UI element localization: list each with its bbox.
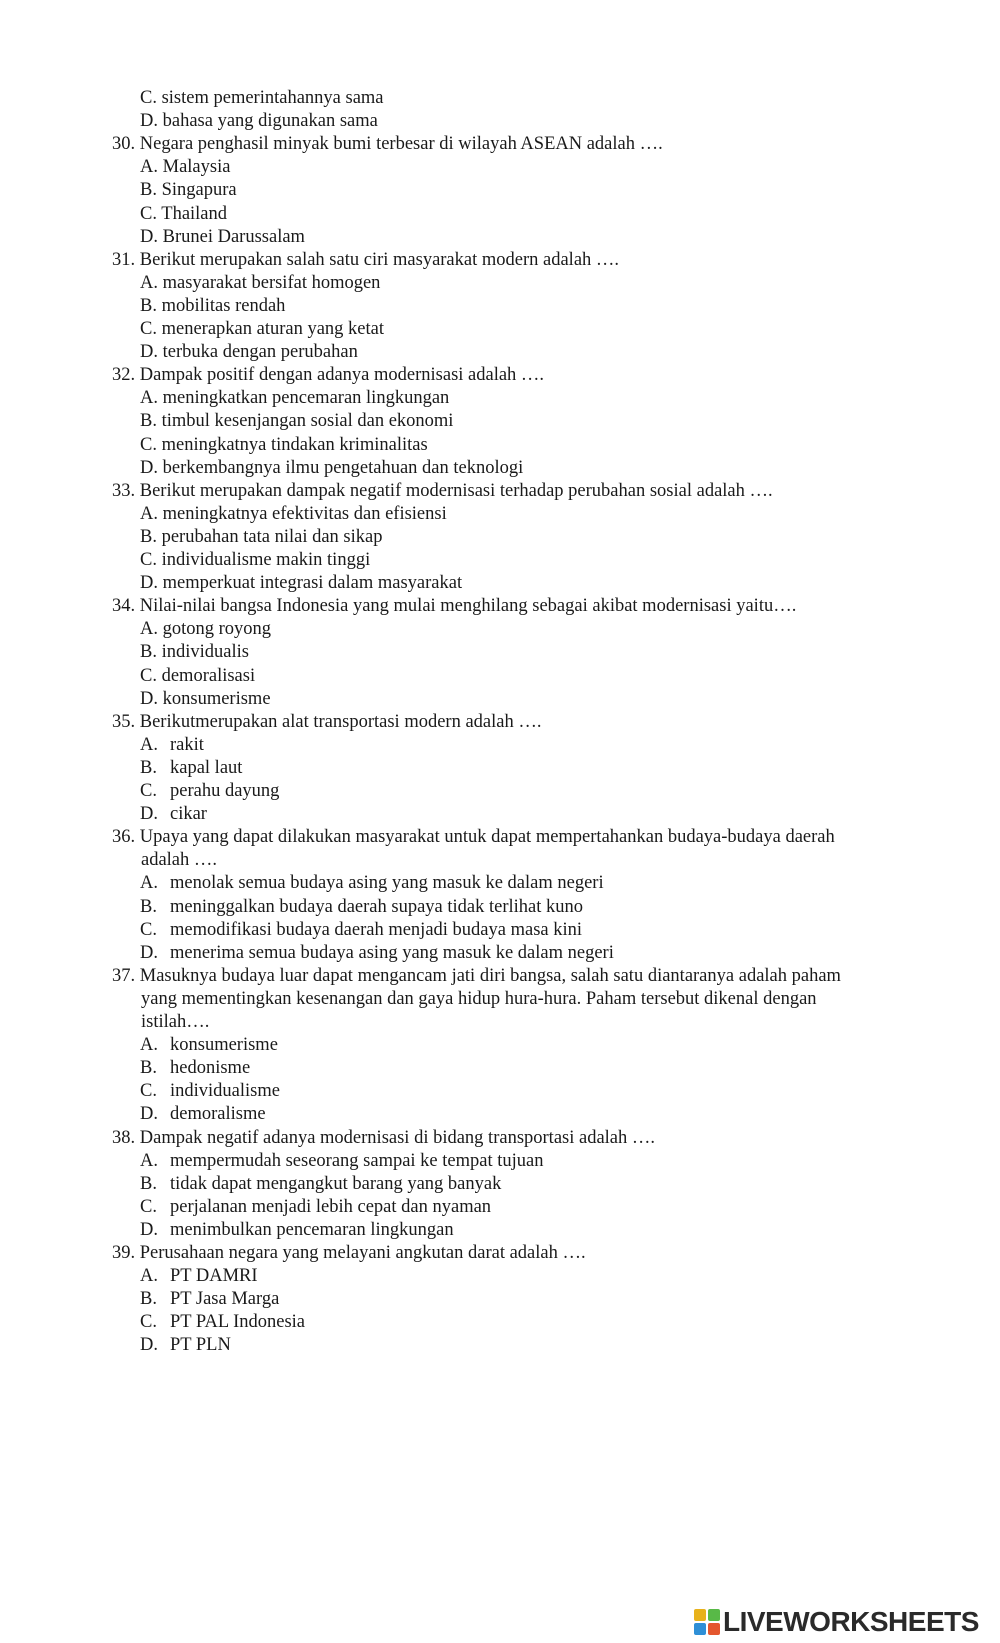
- question: [112, 965, 841, 987]
- question-text: Negara penghasil minyak bumi terbesar di wilayah ASEAN adalah ….: [139, 134, 663, 155]
- option-text: PT PLN: [170, 1335, 231, 1356]
- option-label: C.: [140, 1081, 157, 1102]
- option-label: A.: [140, 272, 158, 293]
- option-text: gotong royong: [162, 619, 272, 640]
- option-text: perubahan tata nilai dan sikap: [161, 526, 383, 547]
- option-label: B.: [140, 180, 157, 201]
- question-text: Dampak negatif adanya modernisasi di bidang transportasi adalah ….: [139, 1127, 656, 1148]
- option-text: menerapkan aturan yang ketat: [161, 319, 385, 339]
- question-text: Berikutmerupakan alat transportasi modern adalah ….: [139, 711, 542, 732]
- question-continuation: [141, 849, 217, 871]
- option-label: B.: [140, 526, 157, 547]
- option-label: B.: [140, 1289, 157, 1310]
- answer-option: [140, 1265, 258, 1287]
- option-label: B.: [140, 411, 157, 432]
- question: [112, 249, 619, 271]
- question-text: Berikut merupakan salah satu ciri masyarakat modern adalah ….: [139, 249, 620, 270]
- option-label: D.: [140, 1219, 158, 1240]
- option-label: C.: [140, 1196, 157, 1217]
- option-label: A.: [140, 619, 158, 640]
- question-number: 35.: [112, 711, 136, 732]
- answer-option: [140, 410, 453, 432]
- option-text: Singapura: [161, 180, 237, 201]
- option-label: A.: [140, 1150, 158, 1171]
- question-text: Masuknya budaya luar dapat mengancam jati diri bangsa, salah satu diantaranya adalah paham: [139, 965, 841, 986]
- option-text: timbul kesenjangan sosial dan ekonomi: [161, 411, 454, 432]
- option-text: demoralisme: [170, 1104, 266, 1125]
- option-label: B.: [140, 757, 157, 778]
- answer-option: [140, 1057, 250, 1079]
- option-label: D.: [140, 942, 158, 963]
- answer-option: [140, 1311, 305, 1333]
- option-text: PT Jasa Marga: [170, 1289, 280, 1310]
- option-text: demoralisasi: [161, 665, 256, 686]
- question-number: 39.: [112, 1243, 136, 1263]
- answer-option: [140, 341, 358, 363]
- option-text: cikar: [170, 804, 207, 825]
- question-text: Upaya yang dapat dilakukan masyarakat untuk dapat mempertahankan budaya-budaya daerah: [139, 827, 835, 848]
- option-text: menimbulkan pencemaran lingkungan: [170, 1219, 454, 1240]
- option-label: C.: [140, 550, 157, 570]
- option-label: B.: [140, 1173, 157, 1194]
- question-number: 30.: [112, 134, 136, 155]
- logo-square: [708, 1623, 720, 1635]
- answer-option: [140, 872, 604, 894]
- option-text: memodifikasi budaya daerah menjadi budaya masa kini: [170, 919, 583, 940]
- option-text: tidak dapat mengangkut barang yang banyak: [170, 1173, 502, 1194]
- answer-option: [140, 803, 207, 825]
- question: [112, 133, 663, 155]
- question: [112, 480, 773, 502]
- question-text: Dampak positif dengan adanya modernisasi adalah ….: [139, 365, 545, 386]
- option-text: konsumerisme: [162, 688, 271, 709]
- answer-option: [140, 1288, 279, 1310]
- option-text: Thailand: [161, 203, 228, 224]
- answer-option: [140, 896, 583, 918]
- option-label: A.: [140, 388, 158, 409]
- option-text: perjalanan menjadi lebih cepat dan nyaman: [170, 1196, 492, 1217]
- option-label: C.: [140, 203, 157, 224]
- answer-option: [140, 1103, 266, 1125]
- option-label: A.: [140, 157, 158, 178]
- option-label: B.: [140, 295, 157, 316]
- option-text: PT PAL Indonesia: [170, 1312, 305, 1333]
- answer-option: [140, 688, 271, 710]
- answer-option: [140, 156, 230, 178]
- answer-option: [140, 780, 279, 802]
- question-number: 32.: [112, 365, 136, 386]
- option-text: meningkatnya tindakan kriminalitas: [161, 434, 428, 455]
- answer-option: [140, 318, 384, 340]
- question-continuation: [141, 1011, 209, 1033]
- option-label: D.: [140, 342, 158, 363]
- answer-option: [140, 226, 305, 248]
- answer-option: [140, 1219, 454, 1241]
- option-text: meningkatkan pencemaran lingkungan: [162, 388, 450, 409]
- option-text: berkembangnya ilmu pengetahuan dan teknologi: [162, 457, 524, 478]
- option-text: kapal laut: [170, 757, 243, 778]
- question-number: 31.: [112, 249, 136, 270]
- answer-option: [140, 641, 249, 663]
- answer-option: [140, 1034, 278, 1056]
- option-text: meninggalkan budaya daerah supaya tidak terlihat kuno: [170, 896, 584, 917]
- option-text: perahu dayung: [170, 781, 280, 801]
- option-text: individualisme makin tinggi: [161, 550, 371, 570]
- answer-option: [140, 203, 227, 225]
- option-text: Brunei Darussalam: [162, 226, 305, 247]
- answer-option: [140, 618, 271, 640]
- answer-option: [140, 1196, 491, 1218]
- option-label: D.: [140, 226, 158, 247]
- option-text: PT DAMRI: [170, 1266, 258, 1287]
- option-text: konsumerisme: [170, 1035, 278, 1056]
- question: [112, 1127, 655, 1149]
- option-label: C.: [140, 88, 157, 108]
- option-label: C.: [140, 1312, 157, 1333]
- answer-option: [140, 179, 237, 201]
- logo-square: [708, 1609, 720, 1621]
- option-text: sistem pemerintahannya sama: [161, 88, 384, 108]
- option-label: B.: [140, 896, 157, 917]
- answer-option: [140, 549, 370, 571]
- answer-option: [140, 1150, 543, 1172]
- option-label: A.: [140, 734, 158, 755]
- answer-option: [140, 526, 382, 548]
- answer-option: [140, 919, 582, 941]
- question-number: 33.: [112, 480, 136, 501]
- answer-option: [140, 295, 285, 317]
- liveworksheets-logo-text: LIVEWORKSHEETS: [723, 1606, 979, 1637]
- option-text: memperkuat integrasi dalam masyarakat: [162, 573, 463, 594]
- answer-option: [140, 1173, 501, 1195]
- option-text: Malaysia: [162, 157, 231, 178]
- question: [112, 826, 835, 848]
- question-text: istilah….: [141, 1012, 210, 1032]
- liveworksheets-logo-icon: [694, 1609, 720, 1635]
- option-label: A.: [140, 1266, 158, 1287]
- question: [112, 711, 541, 733]
- question-text: adalah ….: [141, 850, 218, 871]
- answer-option: [140, 734, 204, 756]
- question: [112, 364, 544, 386]
- question-continuation: [141, 988, 817, 1010]
- answer-option: [140, 503, 447, 525]
- question-text: Perusahaan negara yang melayani angkutan darat adalah ….: [139, 1243, 586, 1263]
- question-number: 34.: [112, 596, 136, 617]
- option-label: C.: [140, 665, 157, 686]
- option-text: individualisme: [170, 1081, 280, 1102]
- answer-option: [140, 757, 242, 779]
- answer-option: [140, 110, 378, 132]
- option-text: rakit: [170, 734, 204, 755]
- option-label: D.: [140, 457, 158, 478]
- answer-option: [140, 387, 449, 409]
- option-label: B.: [140, 642, 157, 663]
- option-label: A.: [140, 873, 158, 894]
- liveworksheets-watermark: [694, 1607, 979, 1637]
- option-text: mobilitas rendah: [161, 295, 286, 316]
- question-number: 38.: [112, 1127, 136, 1148]
- question: [112, 1242, 586, 1264]
- answer-option: [140, 942, 614, 964]
- question-text: Nilai-nilai bangsa Indonesia yang mulai menghilang sebagai akibat modernisasi yaitu….: [139, 596, 797, 617]
- option-text: terbuka dengan perubahan: [162, 342, 358, 363]
- logo-square: [694, 1623, 706, 1635]
- question-text: yang mementingkan kesenangan dan gaya hidup hura-hura. Paham tersebut dikenal dengan: [141, 988, 817, 1009]
- option-text: menolak semua budaya asing yang masuk ke dalam negeri: [170, 873, 604, 894]
- question-number: 36.: [112, 827, 136, 848]
- option-label: A.: [140, 503, 158, 524]
- answer-option: [140, 572, 462, 594]
- question: [112, 595, 796, 617]
- option-label: D.: [140, 111, 158, 132]
- option-label: D.: [140, 804, 158, 825]
- option-text: menerima semua budaya asing yang masuk ke dalam negeri: [170, 942, 614, 963]
- answer-option: [140, 1334, 231, 1356]
- logo-square: [694, 1609, 706, 1621]
- question-text: Berikut merupakan dampak negatif modernisasi terhadap perubahan sosial adalah ….: [139, 480, 773, 501]
- option-text: bahasa yang digunakan sama: [162, 111, 378, 132]
- option-label: C.: [140, 434, 157, 455]
- question-number: 37.: [112, 965, 136, 986]
- option-label: D.: [140, 1104, 158, 1125]
- answer-option: [140, 665, 255, 687]
- answer-option: [140, 87, 384, 109]
- answer-option: [140, 1080, 280, 1102]
- option-label: B.: [140, 1058, 157, 1079]
- answer-option: [140, 457, 523, 479]
- answer-option: [140, 272, 380, 294]
- option-label: A.: [140, 1035, 158, 1056]
- option-label: D.: [140, 688, 158, 709]
- option-label: C.: [140, 919, 157, 940]
- option-label: C.: [140, 319, 157, 339]
- option-text: masyarakat bersifat homogen: [162, 272, 381, 293]
- option-text: individualis: [161, 642, 249, 663]
- option-label: C.: [140, 781, 157, 801]
- option-text: hedonisme: [170, 1058, 251, 1079]
- answer-option: [140, 434, 428, 456]
- option-label: D.: [140, 1335, 158, 1356]
- option-text: meningkatnya efektivitas dan efisiensi: [162, 503, 447, 524]
- option-label: D.: [140, 573, 158, 594]
- option-text: mempermudah seseorang sampai ke tempat tujuan: [170, 1150, 544, 1171]
